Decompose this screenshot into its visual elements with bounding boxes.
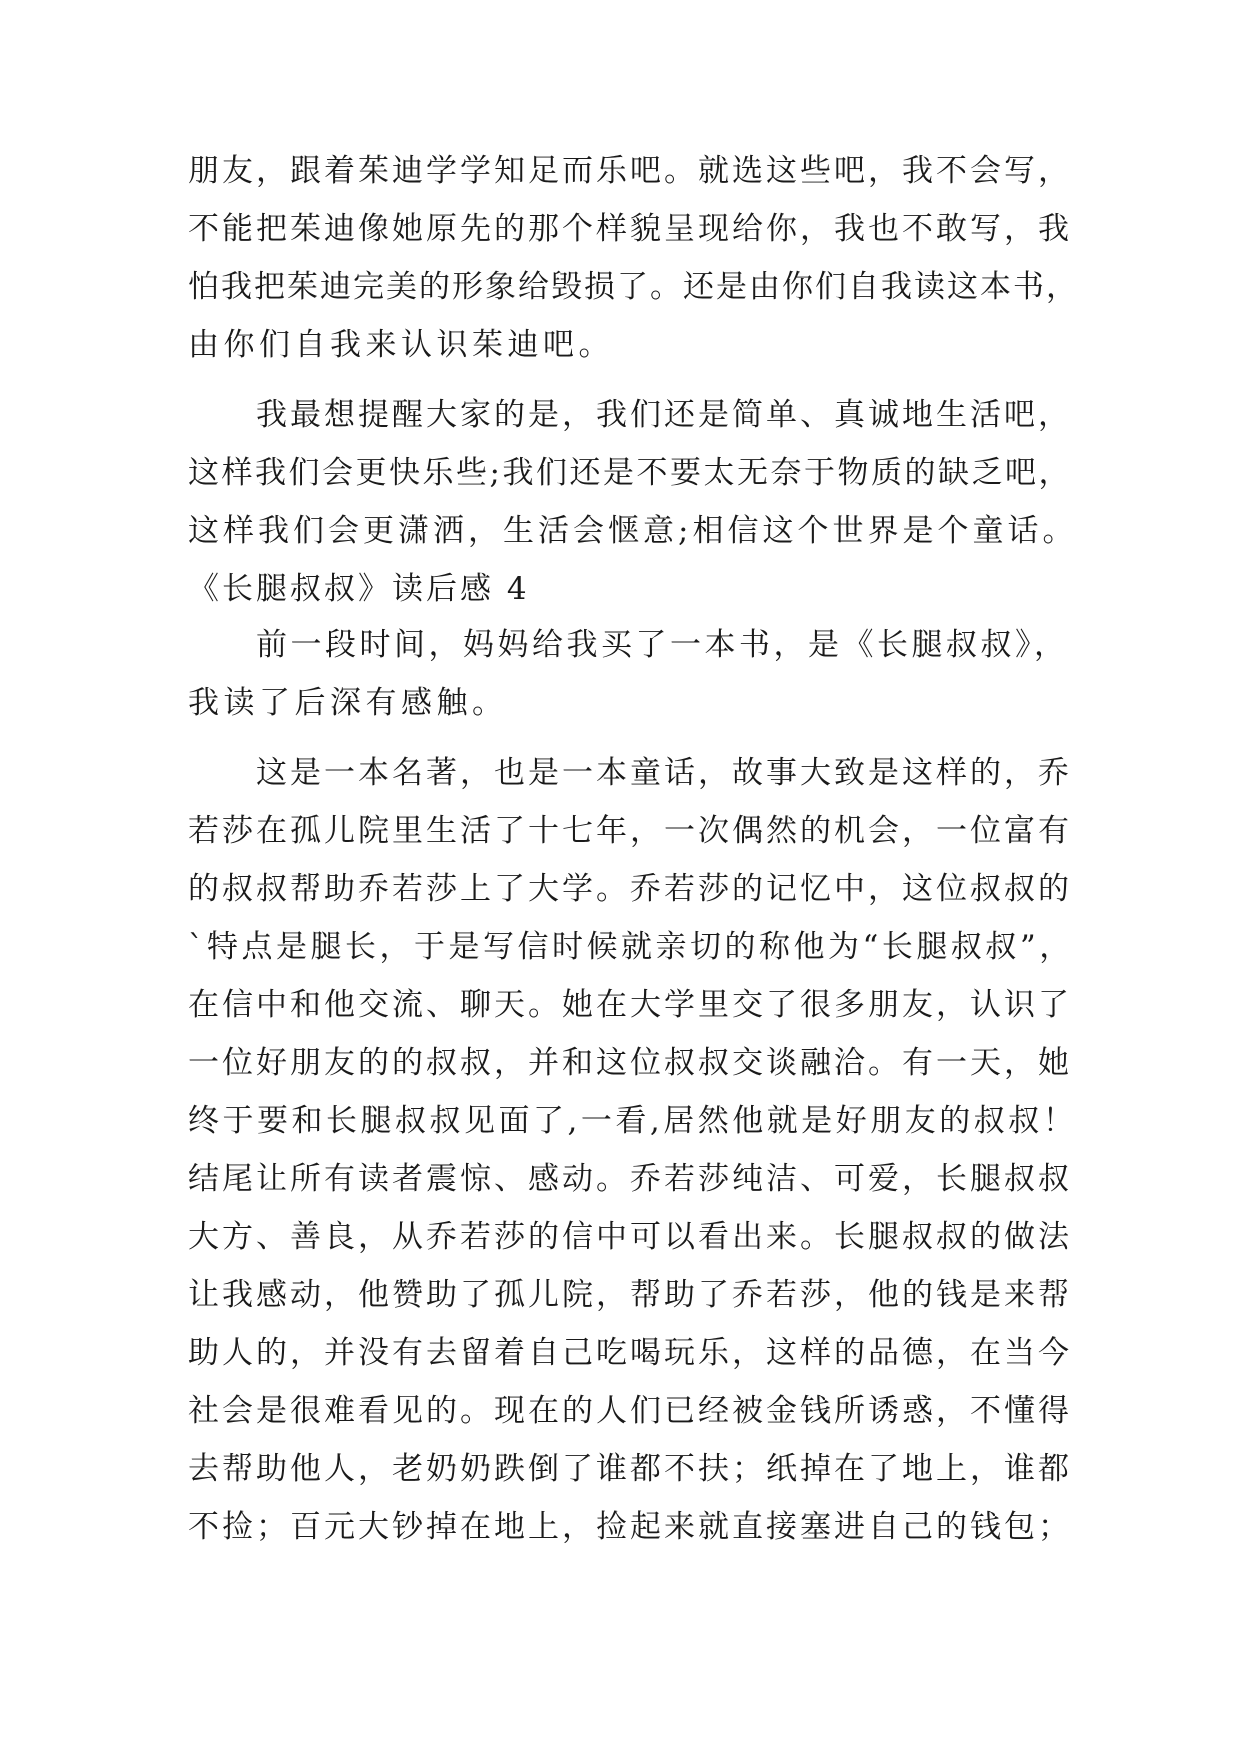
paragraph-first-line: 前一段时间，妈妈给我买了一本书，是《长腿叔叔》，: [256, 627, 1069, 663]
text-line: 这样我们会更潇洒，生活会惬意;相信这个世界是个童话。: [188, 513, 1078, 549]
text-line: 让我感动，他赞助了孤儿院，帮助了乔若莎，他的钱是来帮: [188, 1277, 1072, 1313]
text-line: 朋友，跟着茱迪学学知足而乐吧。就选这些吧，我不会写，: [188, 153, 1072, 189]
text-line: 在信中和他交流、聊天。她在大学里交了很多朋友，认识了: [188, 987, 1072, 1023]
text-line: 去帮助他人，老奶奶跌倒了谁都不扶；纸掉在了地上，谁都: [188, 1451, 1072, 1487]
text-line: 不能把茱迪像她原先的那个样貌呈现给你，我也不敢写，我: [188, 211, 1072, 247]
text-line: 不捡；百元大钞掉在地上，捡起来就直接塞进自己的钱包；: [188, 1509, 1072, 1545]
text-line: 这样我们会更快乐些;我们还是不要太无奈于物质的缺乏吧，: [188, 455, 1072, 491]
text-line: 由你们自我来认识茱迪吧。: [188, 327, 614, 363]
text-line: 怕我把茱迪完美的形象给毁损了。还是由你们自我读这本书，: [188, 269, 1079, 305]
text-line: 结尾让所有读者震惊、感动。乔若莎纯洁、可爱，长腿叔叔: [188, 1161, 1072, 1197]
text-line: 一位好朋友的的叔叔，并和这位叔叔交谈融洽。有一天，她: [188, 1045, 1072, 1081]
text-line: 大方、善良，从乔若莎的信中可以看出来。长腿叔叔的做法: [188, 1219, 1072, 1255]
text-line: 我读了后深有感触。: [188, 685, 508, 721]
text-line: 的叔叔帮助乔若莎上了大学。乔若莎的记忆中，这位叔叔的: [188, 871, 1072, 907]
text-line: 社会是很难看见的。现在的人们已经被金钱所诱惑，不懂得: [188, 1393, 1072, 1429]
text-line: 终于要和长腿叔叔见面了,一看,居然他就是好朋友的叔叔！: [188, 1103, 1078, 1139]
section-heading: 《长腿叔叔》读后感 4: [188, 571, 530, 607]
text-line: 若莎在孤儿院里生活了十七年，一次偶然的机会，一位富有: [188, 813, 1072, 849]
text-line: 助人的，并没有去留着自己吃喝玩乐，这样的品德，在当今: [188, 1335, 1072, 1371]
text-line: `特点是腿长，于是写信时候就亲切的称他为“长腿叔叔”，: [188, 929, 1074, 965]
paragraph-first-line: 我最想提醒大家的是，我们还是简单、真诚地生活吧，: [256, 397, 1072, 433]
paragraph-first-line: 这是一本名著，也是一本童话，故事大致是这样的，乔: [256, 755, 1072, 791]
